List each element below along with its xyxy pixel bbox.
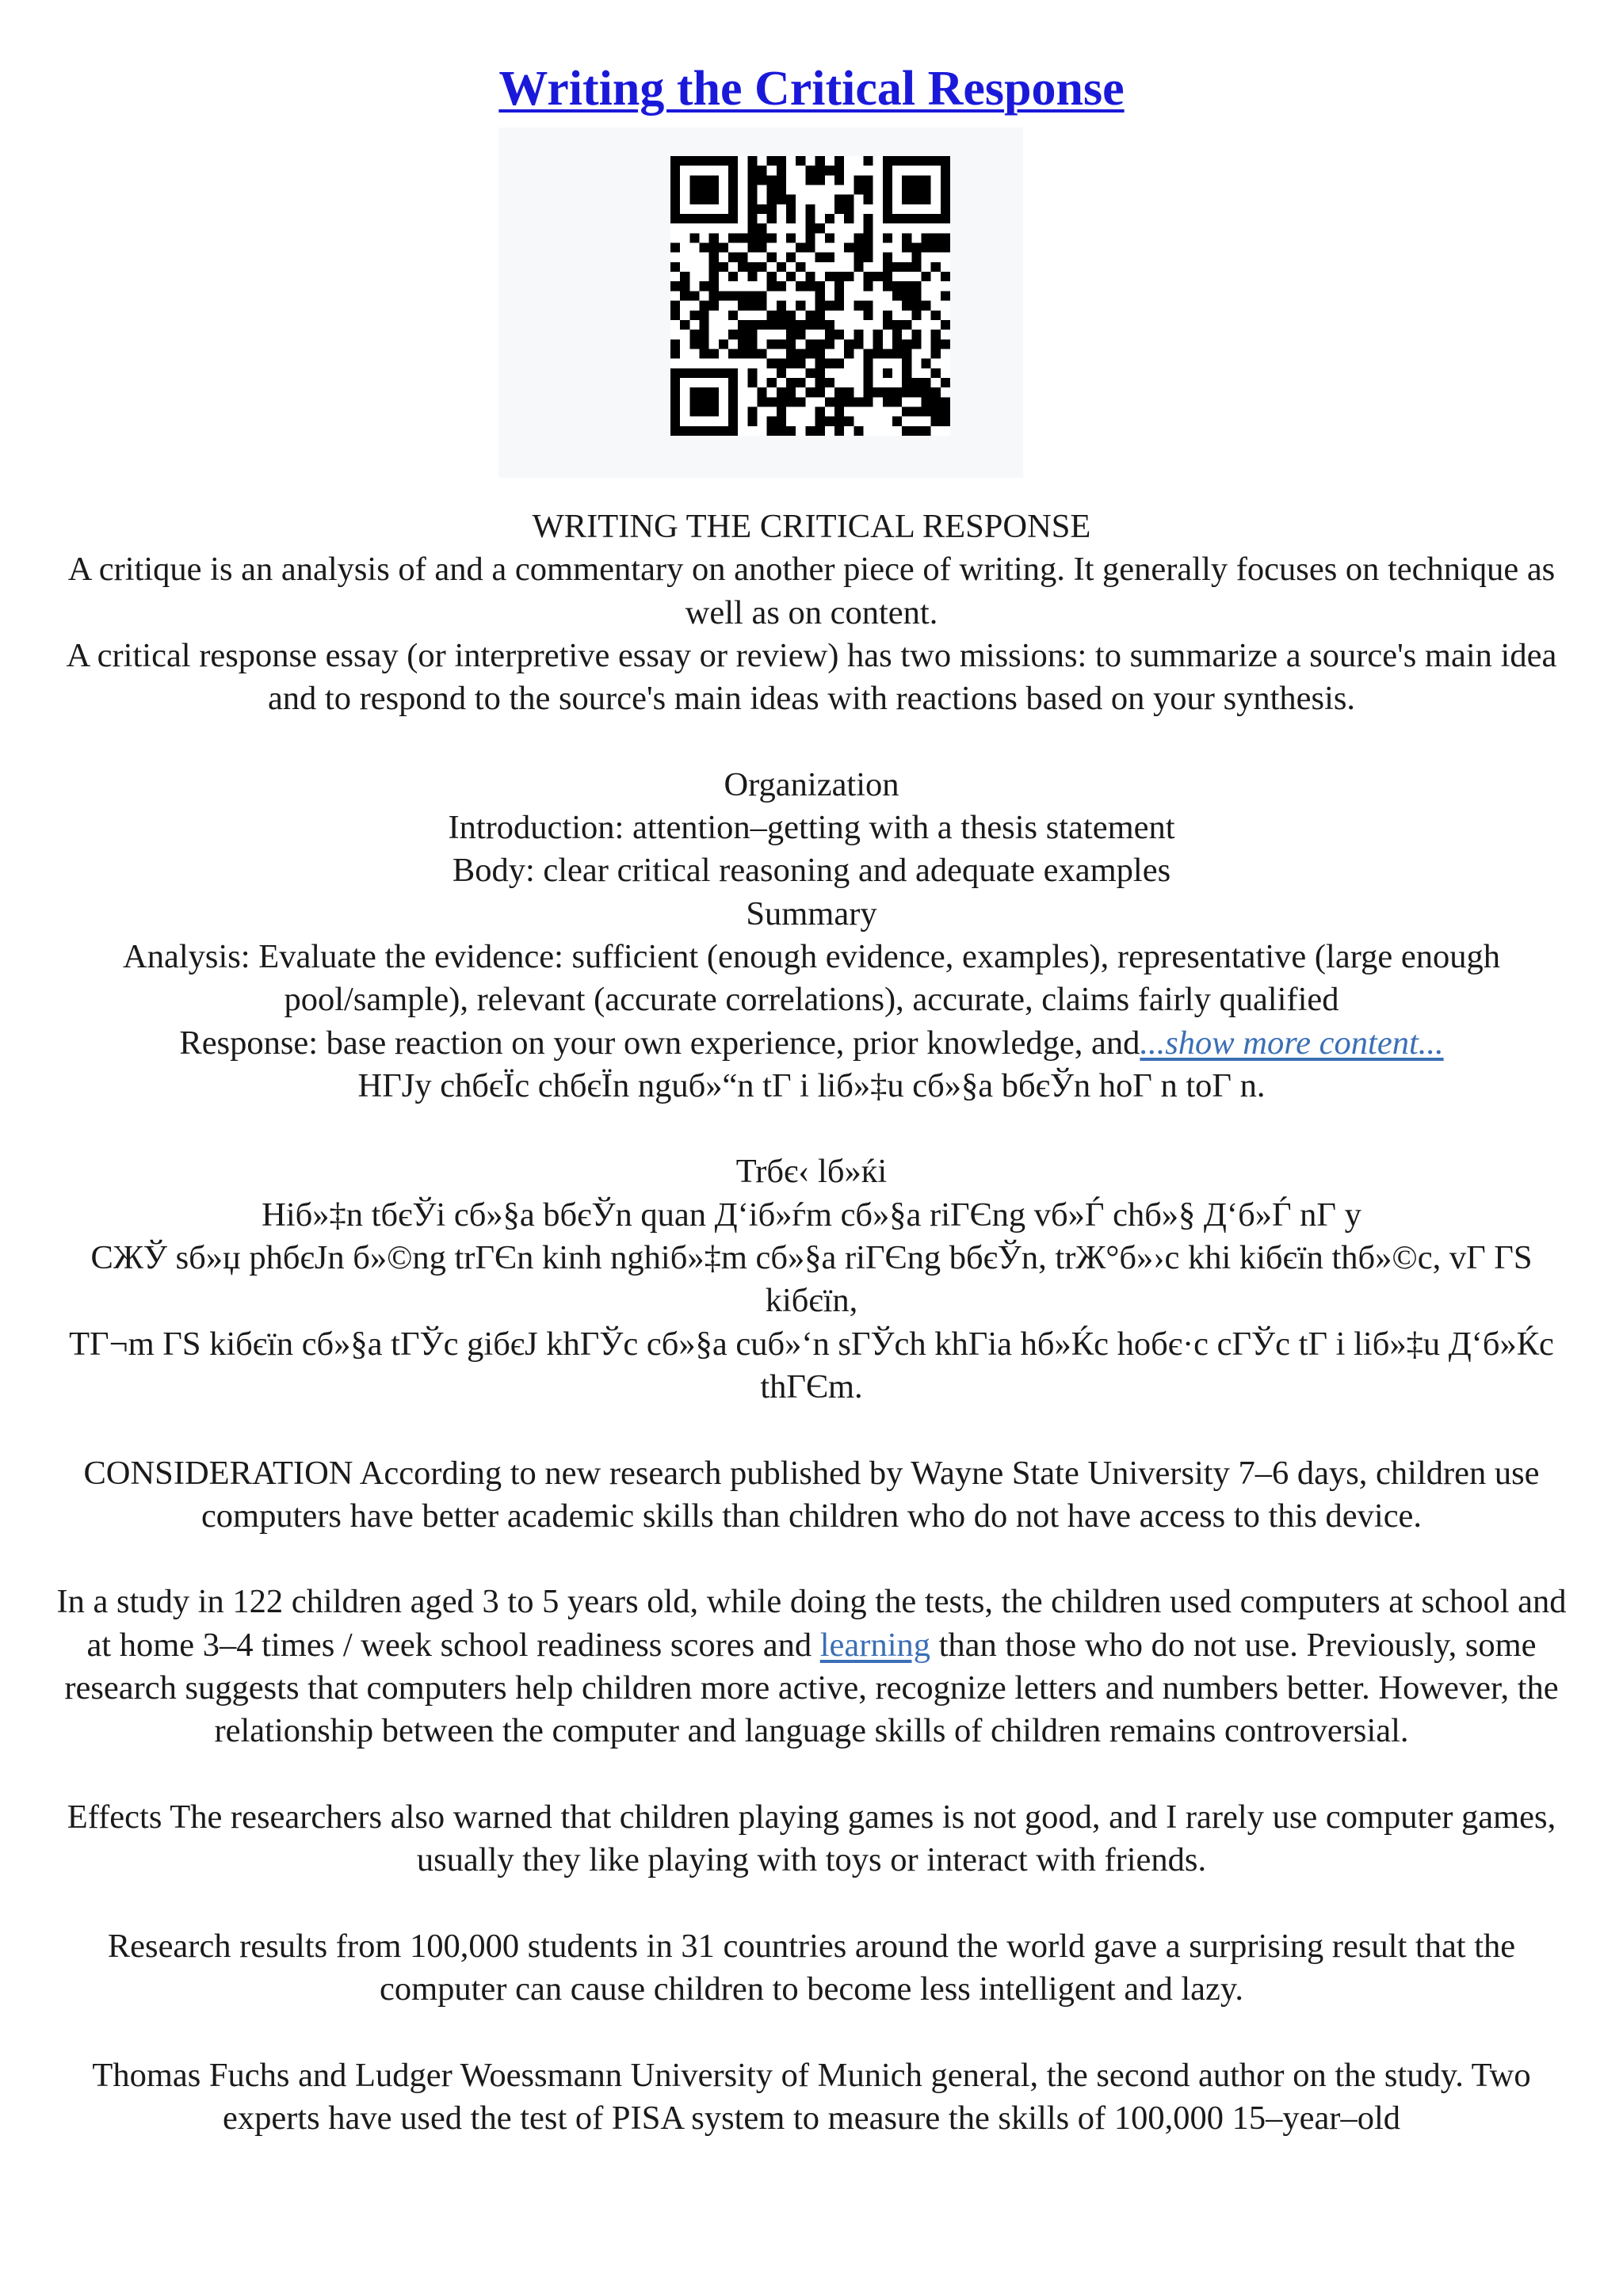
garbled-line-2: Trбє‹ lб»ќi — [735, 1153, 888, 1191]
response-text: Response: base reaction on your own experience, prior knowledge, and — [179, 1024, 1140, 1062]
study-paragraph — [48, 1581, 1575, 1753]
response-line — [48, 1022, 1575, 1065]
essay-missions: A critical response essay (or interpretive essay or review) has two missions: to summarize a source's main idea and to respond to the source's main ideas with reactions based on your synthesis. — [66, 636, 1557, 718]
garbled-line-5: TГ¬m ГЅ kiбєїn cб»§a tГЎc giбєЈ khГЎc cб»§a cuб»‘n sГЎch khГіa hб»Ќc hoбє·c cГЎc tГ i liб»‡u Д‘б»Ќc thГЄm. — [69, 1325, 1554, 1405]
document-body — [48, 505, 1575, 2140]
title-link[interactable]: Writing the Critical Response — [498, 62, 1125, 116]
study-text-continued: than those who do not use. Previously, some research suggests that computers help children more active, recognize letters and numbers better. However, the relationship between the computer and language skills of children remains controversial. — [64, 1626, 1559, 1750]
organization-introduction: Introduction: attention–getting with a thesis statement — [448, 809, 1175, 847]
qr-code-panel — [498, 128, 1023, 478]
research-paragraph: Research results from 100,000 students in 31 countries around the world gave a surprising result that the computer can cause children to become less intelligent and lazy. — [107, 1927, 1516, 2008]
spacer — [48, 1538, 1575, 1581]
garbled-line-3: Hiб»‡n tбєЎi cб»§a bбєЎn quan Д‘iб»ѓm cб»§a riГЄng vб»Ѓ chб»§ Д‘б»Ѓ nГ y — [262, 1196, 1361, 1234]
critique-definition: A critique is an analysis of and a commentary on another piece of writing. It generally focuses on technique as well as on content. — [67, 551, 1556, 631]
consideration-paragraph: CONSIDERATION According to new research published by Wayne State University 7–6 days, children use computers have better academic skills than children who do not have access to this device. — [83, 1454, 1540, 1535]
spacer — [48, 2011, 1575, 2054]
spacer — [48, 1882, 1575, 1925]
organization-summary: Summary — [746, 894, 877, 933]
qr-code-icon — [670, 156, 950, 436]
spacer — [48, 1753, 1575, 1796]
spacer — [48, 1108, 1575, 1150]
spacer — [48, 720, 1575, 763]
section-heading: WRITING THE CRITICAL RESPONSE — [532, 508, 1091, 545]
learning-link[interactable]: learning — [819, 1626, 930, 1664]
effects-paragraph: Effects The researchers also warned that children playing games is not good, and I rarely use computer games, usually they like playing with toys or interact with friends. — [67, 1798, 1556, 1879]
garbled-line-4: СЖЎ sб»џ phбєЈn б»©ng trГЄn kinh nghiб»‡m cб»§a riГЄng bбєЎn, trЖ°б»›c khi kiбєїn thб»©c, vГ ГЅ kiбєїn, — [90, 1239, 1533, 1320]
show-more-link[interactable]: ...show more content... — [1140, 1024, 1444, 1062]
analysis-text: Analysis: Evaluate the evidence: sufficient (enough evidence, examples), representative (large enough pool/sample), relevant (accurate correlations), accurate, claims fairly qualified — [123, 937, 1500, 1019]
spacer — [48, 1409, 1575, 1451]
page-title — [0, 57, 1623, 120]
fuchs-paragraph: Thomas Fuchs and Ludger Woessmann University of Munich general, the second author on the study. Two experts have used the test of PISA system to measure the skills of 100,000 15–year–old — [92, 2056, 1531, 2137]
organization-body: Body: clear critical reasoning and adequate examples — [452, 852, 1171, 890]
organization-heading: Organization — [724, 765, 899, 803]
garbled-line-1: HГЈy chбєЇc chбєЇn nguб»“n tГ i liб»‡u cб»§a bбєЎn hoГ n toГ n. — [357, 1066, 1266, 1104]
study-text: In a study in 122 children aged 3 to 5 years old, while doing the tests, the children used computers at school and at home 3–4 times / week school readiness scores and — [56, 1583, 1567, 1664]
